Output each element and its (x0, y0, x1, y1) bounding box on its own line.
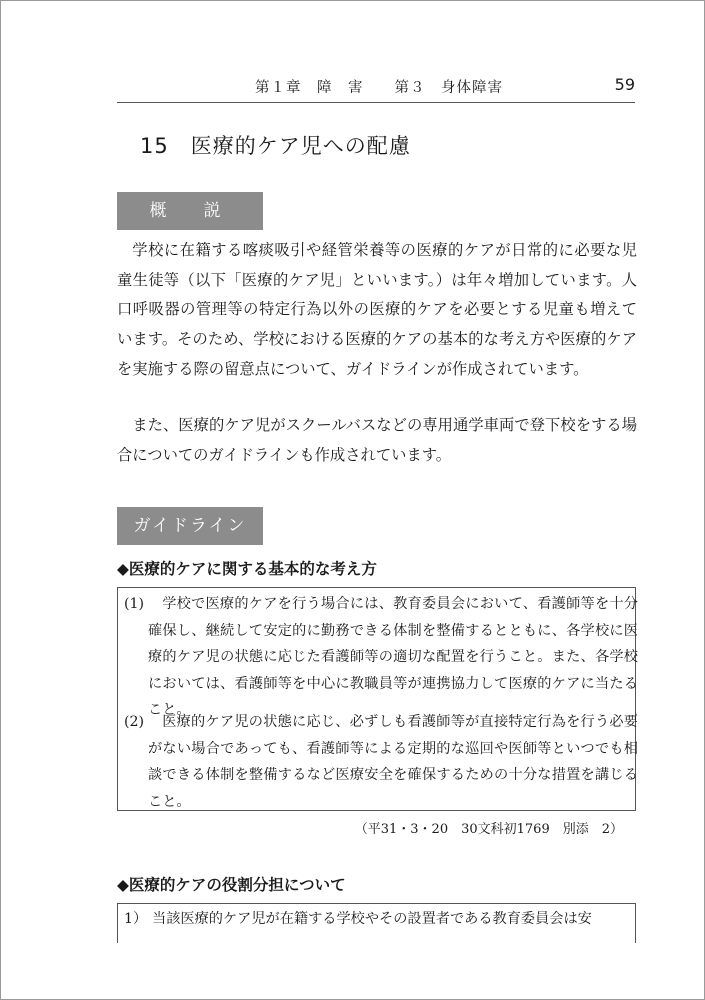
section-title: 15 医療的ケア児への配慮 (140, 134, 411, 158)
item-text: 医療的ケア児の状態に応じ、必ずしも看護師等が直接特定行為を行う必要がない場合であっても、看護師等による定期的な巡回や医師等といつでも相談できる体制を整備するなど医療安全を確保するための十分な措置を講じること。 (148, 714, 638, 810)
item-text: 学校で医療的ケアを行う場合には、教育委員会において、看護師等を十分確保し、継続して安定的に勤務できる体制を整備するとともに、各学校に医療的ケア児の状態に応じた看護師等の適切な配置を行うこと。また、各学校においては、看護師等を中心に教職員等が連携協力して医療的ケアに当たること。 (148, 596, 638, 718)
page-number: 59 (614, 75, 635, 94)
overview-paragraph-1: 学校に在籍する喀痰吸引や経管栄養等の医療的ケアが日常的に必要な児童生徒等（以下「医療的ケア児」といいます。）は年々増加しています。人口呼吸器の管理等の特定行為以外の医療的ケアを必要とする児童も増えています。そのため、学校における医療的ケアの基本的な考え方や医療的ケアを実施する際の留意点について、ガイドラインが作成されています。 (117, 241, 637, 378)
overview-paragraph-2: また、医療的ケア児がスクールバスなどの専用通学車両で登下校をする場合についてのガイドラインも作成されています。 (117, 416, 637, 464)
basic-concept-heading: ◆医療的ケアに関する基本的な考え方 (117, 560, 377, 578)
role-division-heading: ◆医療的ケアの役割分担について (117, 876, 346, 894)
item-text: 当該医療的ケア児が在籍する学校やその設置者である教育委員会は安 (152, 911, 592, 927)
overview-label: 概 説 (117, 192, 263, 230)
item-number: (2) (124, 714, 145, 730)
basic-concept-box (117, 587, 636, 811)
item-number: (1) (124, 596, 145, 612)
chapter-title: 第１章 障 害 第３ 身体障害 (255, 80, 503, 96)
role-division-box (117, 903, 636, 943)
running-header (117, 70, 635, 103)
item-number: 1） (124, 911, 148, 927)
source-citation: （平31・3・20 30文科初1769 別添 2） (354, 822, 623, 837)
guideline-label: ガイドライン (117, 507, 263, 545)
